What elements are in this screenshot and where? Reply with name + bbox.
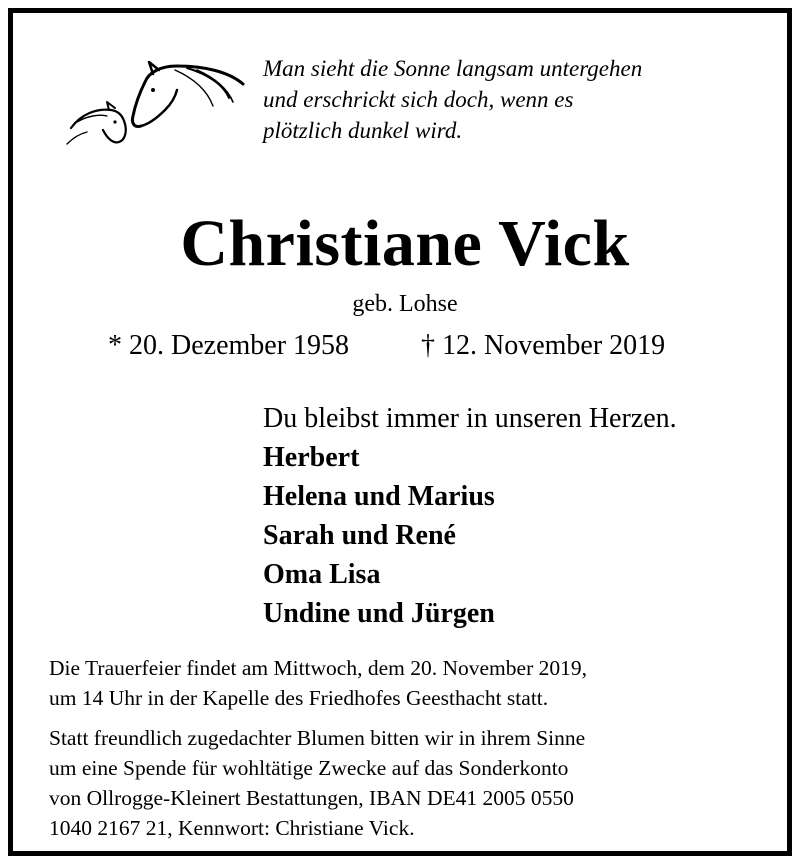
deceased-name: Christiane Vick [180, 207, 630, 280]
family-member: Herbert [263, 442, 360, 473]
funeral-line: Die Trauerfeier findet am Mittwoch, dem 20. November 2019, [49, 656, 587, 680]
quote-line: und erschrickt sich doch, wenn es [263, 87, 574, 112]
maiden-name: geb. Lohse [352, 291, 458, 317]
birth-date: * 20. Dezember 1958 [108, 330, 350, 361]
quote-line: plötzlich dunkel wird. [263, 118, 463, 143]
family-member: Sarah und René [263, 520, 456, 551]
family-signatures [263, 399, 677, 633]
donation-notice [49, 723, 769, 843]
funeral-line: um 14 Uhr in der Kapelle des Friedhofes Geesthacht statt. [49, 686, 549, 710]
obituary-frame [8, 8, 792, 856]
family-member: Undine und Jürgen [263, 598, 495, 629]
family-member: Helena und Marius [263, 481, 495, 512]
donation-line: von Ollrogge-Kleinert Bestattungen, IBAN DE41 2005 0550 [49, 786, 574, 810]
funeral-notice [49, 653, 769, 713]
quote-line: Man sieht die Sonne langsam untergehen [263, 56, 643, 81]
death-date: † 12. November 2019 [421, 330, 666, 361]
quote [263, 53, 763, 146]
donation-line: um eine Spende für wohltätige Zwecke auf das Sonderkonto [49, 756, 569, 780]
donation-line: Statt freundlich zugedachter Blumen bitten wir in ihrem Sinne [49, 726, 586, 750]
family-motto: Du bleibst immer in unseren Herzen. [263, 403, 677, 434]
horse-and-foal-icon [57, 58, 257, 153]
family-member: Oma Lisa [263, 559, 381, 590]
donation-line: 1040 2167 21, Kennwort: Christiane Vick. [49, 816, 415, 840]
